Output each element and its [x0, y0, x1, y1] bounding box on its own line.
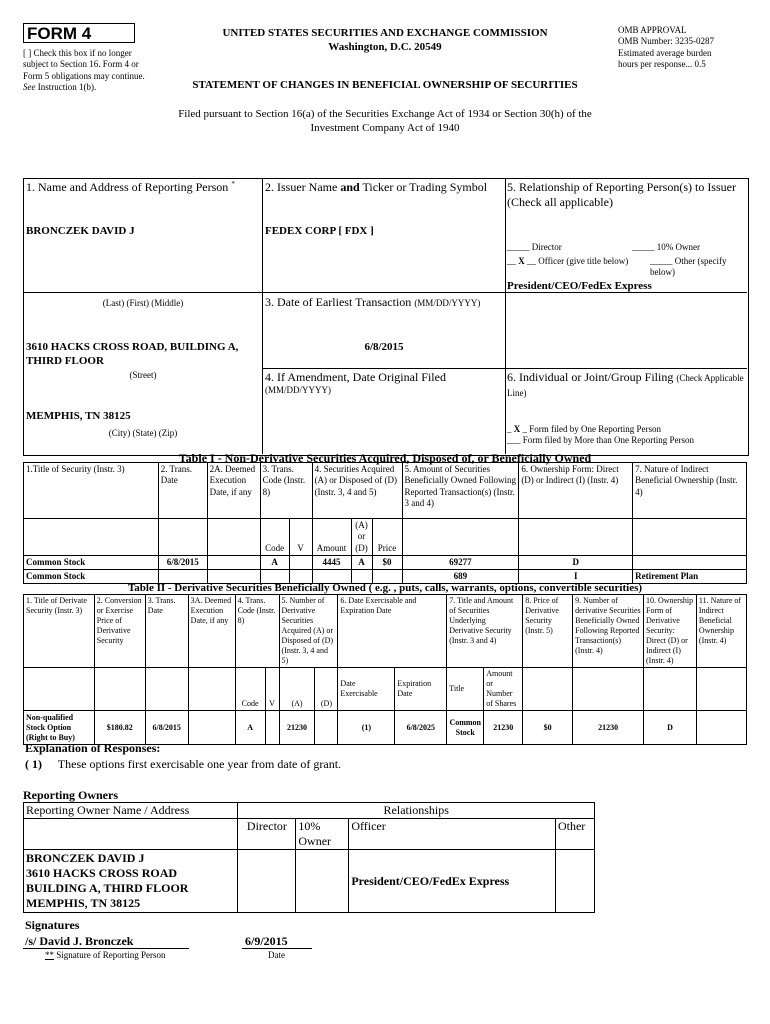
filed-pursuant-note: Filed pursuant to Section 16(a) of the Securities Exchange Act of 1934 or Section 30(h) of the Investment Company Act of 1940 — [178, 108, 592, 134]
t1-sub-code: Code — [260, 519, 289, 556]
t1-sub-v: V — [289, 519, 312, 556]
t2-sub-exp: Expiration Date — [395, 668, 447, 711]
explanation-title: Explanation of Responses: — [25, 741, 161, 755]
owner10-checkbox-line: _____ 10% Owner — [632, 242, 700, 252]
earliest-transaction-date: 6/8/2015 — [364, 341, 404, 353]
owner-address: BRONCZEK DAVID J 3610 HACKS CROSS ROAD BUILDING A, THIRD FLOOR MEMPHIS, TN 38125 — [24, 850, 238, 913]
t1-h-date: 2. Trans. Date — [158, 463, 207, 519]
table1 — [23, 462, 747, 584]
reporting-grid — [23, 178, 749, 456]
t1-sub-price: Price — [372, 519, 402, 556]
table-row: Common Stock 6/8/2015 A 4445 A $0 69277 D — [24, 555, 747, 569]
t1-sub-ad: (A) or (D) — [351, 519, 372, 556]
box3-label: 3. Date of Earliest Transaction (MM/DD/YYYY) — [265, 295, 481, 309]
t1-h-deemed: 2A. Deemed Execution Date, if any — [207, 463, 260, 519]
table-row: Common Stock 689 I Retirement Plan — [24, 570, 747, 584]
reporting-person-city: MEMPHIS, TN 38125 — [26, 410, 131, 422]
reporting-person-street: 3610 HACKS CROSS ROAD, BUILDING A, THIRD FLOOR — [26, 341, 239, 367]
multi-person-filing-line: ___ Form filed by More than One Reporting Person — [507, 435, 694, 445]
commission-name: UNITED STATES SECURITIES AND EXCHANGE COMMISSION — [222, 27, 548, 39]
footnote-ref: (1) — [338, 711, 395, 745]
city-label: (City) (State) (Zip) — [108, 428, 178, 438]
signature-date: 6/9/2015 — [245, 934, 288, 948]
table-row — [24, 850, 595, 913]
t2-h-price: 8. Price of Derivative Security (Instr. 5) — [523, 595, 573, 668]
one-person-filing-line: _ X _ Form filed by One Reporting Person — [507, 424, 661, 434]
t2-h-underlying: 7. Title and Amount of Securities Underlying Derivative Security (Instr. 3 and 4) — [447, 595, 523, 668]
owners-col-relationships: Relationships — [238, 803, 595, 819]
t1-h-title: 1.Title of Security (Instr. 3) — [24, 463, 159, 519]
other-checkbox-line: _____ Other (specify below) — [650, 256, 727, 278]
name-format-label: (Last) (First) (Middle) — [102, 298, 184, 308]
t2-sub-d: (D) — [315, 668, 338, 711]
table2-title: Table II - Derivative Securities Beneficially Owned ( e.g. , puts, calls, warrants, options, convertible securities) — [127, 582, 643, 594]
statement-title: STATEMENT OF CHANGES IN BENEFICIAL OWNERSHIP OF SECURITIES — [192, 79, 578, 91]
t1-h-code: 3. Trans. Code (Instr. 8) — [260, 463, 312, 519]
t2-h-nature: 11. Nature of Indirect Beneficial Ownership (Instr. 4) — [696, 595, 746, 668]
explanation-item: ( 1) These options first exercisable one year from date of grant. — [25, 757, 342, 771]
t2-h-code: 4. Trans. Code (Instr. 8) — [235, 595, 279, 668]
t2-sub-title: Title — [447, 668, 484, 711]
t2-h-title: 1. Title of Derivate Security (Instr. 3) — [24, 595, 95, 668]
omb-approval: OMB APPROVAL OMB Number: 3235-0287 Estimated average burden hours per response... 0.5 — [618, 25, 714, 69]
box4-label: 4. If Amendment, Date Original Filed (MM/DD/YYYY) — [265, 370, 446, 395]
t2-sub-amount: Amount or Number of Shares — [484, 668, 523, 711]
t1-h-form: 6. Ownership Form: Direct (D) or Indirect (I) (Instr. 4) — [519, 463, 633, 519]
table2 — [23, 594, 747, 745]
box5-label: 5. Relationship of Reporting Person(s) to Issuer (Check all applicable) — [507, 180, 736, 209]
date-label: Date — [268, 950, 285, 960]
officer-title: President/CEO/FedEx Express — [507, 280, 652, 292]
table1-title: Table I - Non-Derivative Securities Acquired, Disposed of, or Beneficially Owned — [178, 451, 592, 465]
t1-h-nature: 7. Nature of Indirect Beneficial Ownership (Instr. 4) — [633, 463, 747, 519]
issuer-name: FEDEX CORP [ FDX ] — [265, 225, 374, 237]
owners-col-officer: Officer — [349, 819, 556, 850]
t2-h-exercisable: 6. Date Exercisable and Expiration Date — [338, 595, 447, 668]
form-title: FORM 4 — [23, 23, 135, 43]
street-label: (Street) — [129, 370, 157, 380]
officer-checkbox-line: __ X __ Officer (give title below) — [507, 256, 629, 266]
t1-h-owned: 5. Amount of Securities Beneficially Owned Following Reported Transaction(s) (Instr. 3 and 4) — [402, 463, 519, 519]
box2-label: 2. Issuer Name and Ticker or Trading Symbol — [265, 180, 488, 194]
table-row: Non-qualified Stock Option (Right to Buy) $180.82 6/8/2015 A 21230 (1) 6/8/2025 Common Stock 21230 $0 21230 D — [24, 711, 747, 745]
reporting-owners-title: Reporting Owners — [23, 788, 118, 802]
t2-sub-v: V — [265, 668, 279, 711]
no-longer-subject-note: [ ] Check this box if no longer subject to Section 16. Form 4 or Form 5 obligations may continue. See Instruction 1(b). — [23, 48, 145, 92]
owners-col-director: Director — [238, 819, 296, 850]
t2-h-conversion: 2. Conversion or Exercise Price of Derivative Security — [94, 595, 145, 668]
t2-sub-date-ex: Date Exercisable — [338, 668, 395, 711]
box1-label: 1. Name and Address of Reporting Person * — [26, 180, 235, 194]
box6-label: 6. Individual or Joint/Group Filing (Check Applicable Line) — [507, 370, 744, 398]
reporting-person-name: BRONCZEK DAVID J — [26, 225, 135, 237]
owners-col-10pct: 10% Owner — [296, 819, 349, 850]
t2-h-deemed: 3A. Deemed Execution Date, if any — [188, 595, 235, 668]
owners-col-name: Reporting Owner Name / Address — [24, 803, 238, 819]
t2-h-date: 3. Trans. Date — [145, 595, 188, 668]
signature-label: ** Signature of Reporting Person — [45, 950, 166, 960]
owner-officer-title: President/CEO/FedEx Express — [349, 850, 556, 913]
owners-col-other: Other — [555, 819, 594, 850]
commission-location: Washington, D.C. 20549 — [328, 41, 442, 53]
signature-name: /s/ David J. Bronczek — [25, 934, 134, 948]
t1-h-acquired: 4. Securities Acquired (A) or Disposed of (D) (Instr. 3, 4 and 5) — [312, 463, 402, 519]
t1-sub-amount: Amount — [312, 519, 351, 556]
signatures-title: Signatures — [25, 918, 80, 932]
t2-h-owned: 9. Number of derivative Securities Beneficially Owned Following Reported Transaction(s) (Instr. 4) — [573, 595, 644, 668]
t2-sub-code: Code — [235, 668, 265, 711]
director-checkbox-line: _____ Director — [507, 242, 562, 252]
t2-sub-a: (A) — [279, 668, 315, 711]
t2-h-number: 5. Number of Derivative Securities Acquired (A) or Disposed of (D) (Instr. 3, 4 and 5) — [279, 595, 338, 668]
t2-h-form: 10. Ownership Form of Derivative Security: Direct (D) or Indirect (I) (Instr. 4) — [644, 595, 697, 668]
reporting-owners-table — [23, 802, 595, 913]
